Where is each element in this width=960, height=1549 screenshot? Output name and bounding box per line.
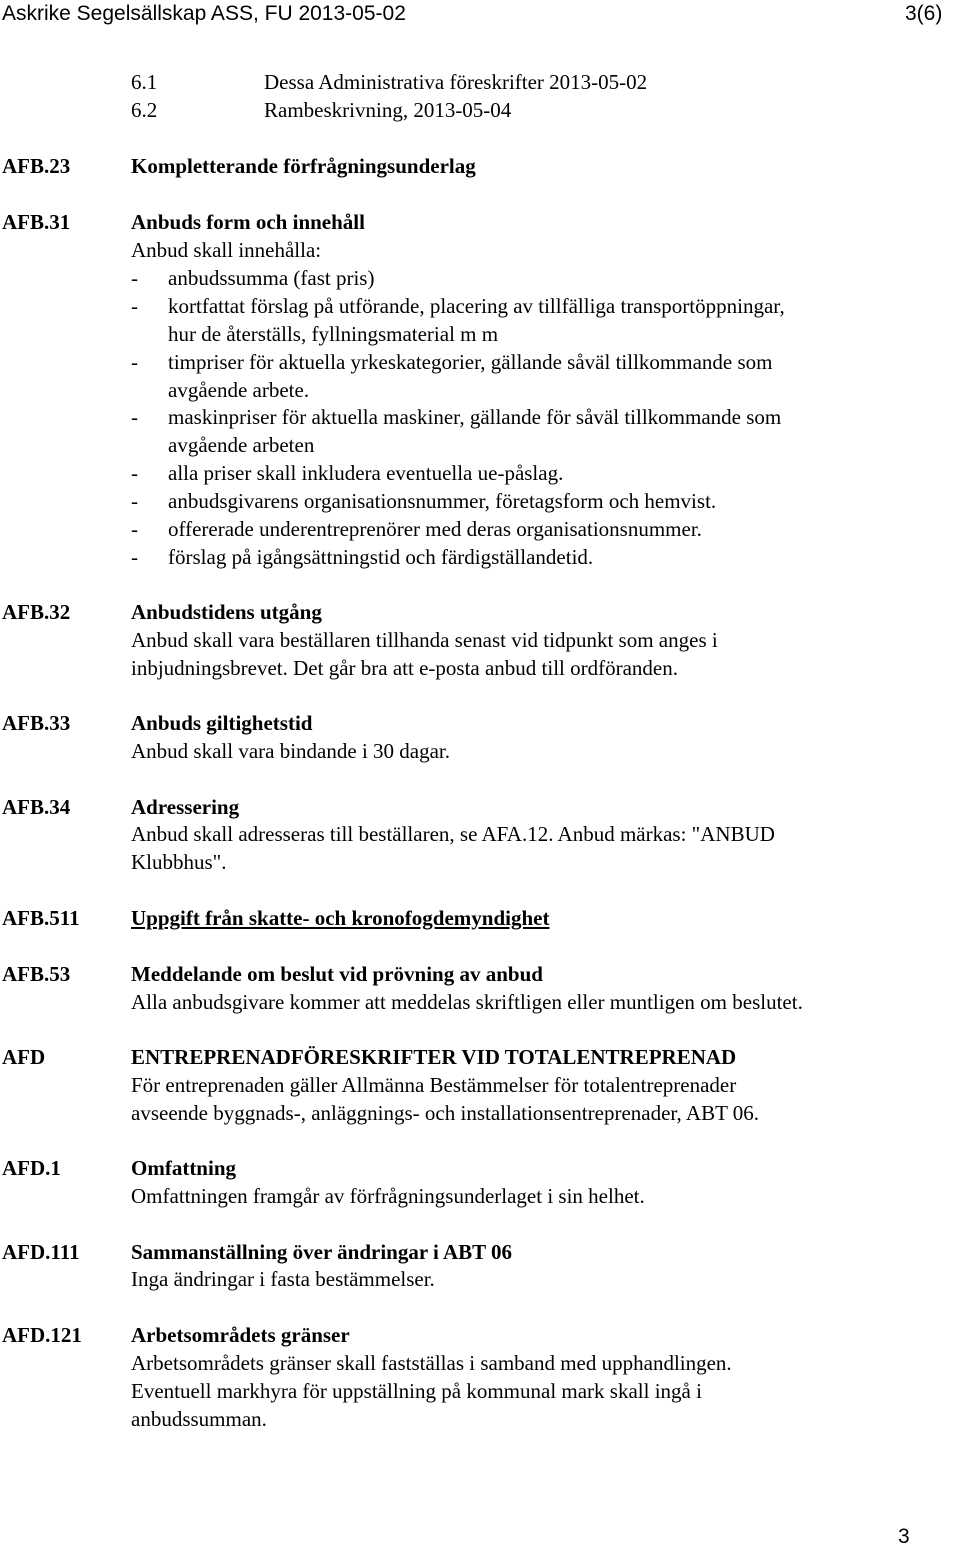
paragraph-line: Arbetsområdets gränser skall fastställas i samband med upphandlingen.	[131, 1351, 732, 1375]
section-code: AFB.53	[2, 962, 71, 986]
list-item-text: offererade underentreprenörer med deras organisationsnummer.	[168, 517, 702, 541]
page-indicator: 3(6)	[905, 2, 943, 25]
list-dash: -	[131, 545, 138, 569]
section-code: AFD.1	[2, 1156, 61, 1180]
list-dash: -	[131, 350, 138, 374]
section-code: AFB.23	[2, 154, 71, 178]
paragraph-line: Alla anbudsgivare kommer att meddelas skriftligen eller muntligen om beslutet.	[131, 990, 803, 1014]
section-code: AFB.32	[2, 600, 71, 624]
list-item-text: anbudssumma (fast pris)	[168, 266, 375, 290]
paragraph-line: Klubbhus".	[131, 850, 227, 874]
list-dash: -	[131, 294, 138, 318]
section-code: AFD.121	[2, 1323, 82, 1347]
section-title: Meddelande om beslut vid prövning av anbud	[131, 962, 543, 986]
paragraph-line: Anbud skall vara beställaren tillhanda senast vid tidpunkt som anges i	[131, 628, 718, 652]
section-title: Anbuds form och innehåll	[131, 210, 365, 234]
paragraph-line: För entreprenaden gäller Allmänna Bestämmelser för totalentreprenader	[131, 1073, 737, 1097]
intro-item-text: Rambeskrivning, 2013-05-04	[264, 98, 512, 122]
paragraph-line: Omfattningen framgår av förfrågningsunderlaget i sin helhet.	[131, 1184, 645, 1208]
section-code: AFB.33	[2, 711, 71, 735]
list-dash: -	[131, 405, 138, 429]
paragraph-line: Anbud skall adresseras till beställaren, se AFA.12. Anbud märkas: "ANBUD	[131, 822, 775, 846]
intro-item-text: Dessa Administrativa föreskrifter 2013-05-02	[264, 70, 648, 94]
footer-page-number: 3	[898, 1525, 910, 1548]
list-item-text: avgående arbete.	[168, 378, 310, 402]
section-title: Omfattning	[131, 1156, 236, 1180]
section-code: AFD	[2, 1045, 46, 1069]
section-code: AFB.34	[2, 795, 71, 819]
intro-item-num: 6.2	[131, 98, 158, 122]
list-item-text: anbudsgivarens organisationsnummer, företagsform och hemvist.	[168, 489, 717, 513]
document-header-title: Askrike Segelsällskap ASS, FU 2013-05-02	[2, 2, 406, 25]
intro-item-num: 6.1	[131, 70, 158, 94]
list-dash: -	[131, 517, 138, 541]
paragraph-line: anbudssumman.	[131, 1407, 267, 1431]
paragraph-line: avseende byggnads-, anläggnings- och installationsentreprenader, ABT 06.	[131, 1101, 760, 1125]
list-item-text: kortfattat förslag på utförande, placering av tillfälliga transportöppningar,	[168, 294, 785, 318]
paragraph-line: Inga ändringar i fasta bestämmelser.	[131, 1267, 435, 1291]
list-item-text: maskinpriser för aktuella maskiner, gällande för såväl tillkommande som	[168, 405, 782, 429]
paragraph-line: Anbud skall vara bindande i 30 dagar.	[131, 739, 450, 763]
section-code: AFB.31	[2, 210, 71, 234]
section-title: Sammanställning över ändringar i ABT 06	[131, 1240, 512, 1264]
section-title: Anbuds giltighetstid	[131, 711, 313, 735]
section-title: ENTREPRENADFÖRESKRIFTER VID TOTALENTREPRENAD	[131, 1045, 737, 1069]
list-item-text: hur de återställs, fyllningsmaterial m m	[168, 322, 499, 346]
list-item-text: alla priser skall inkludera eventuella ue-påslag.	[168, 461, 564, 485]
section-title: Uppgift från skatte- och kronofogdemyndighet	[131, 906, 550, 930]
list-item-text: förslag på igångsättningstid och färdigställandetid.	[168, 545, 594, 569]
section-code: AFB.511	[2, 906, 80, 930]
paragraph-line: Eventuell markhyra för uppställning på kommunal mark skall ingå i	[131, 1379, 702, 1403]
section-title: Kompletterande förfrågningsunderlag	[131, 154, 476, 178]
section-lead: Anbud skall innehålla:	[131, 238, 322, 262]
list-dash: -	[131, 266, 138, 290]
list-dash: -	[131, 489, 138, 513]
list-item-text: timpriser för aktuella yrkeskategorier, gällande såväl tillkommande som	[168, 350, 773, 374]
section-code: AFD.111	[2, 1240, 80, 1264]
paragraph-line: inbjudningsbrevet. Det går bra att e-posta anbud till ordföranden.	[131, 656, 679, 680]
section-title: Arbetsområdets gränser	[131, 1323, 350, 1347]
list-item-text: avgående arbeten	[168, 433, 315, 457]
section-title: Adressering	[131, 795, 240, 819]
section-title: Anbudstidens utgång	[131, 600, 322, 624]
list-dash: -	[131, 461, 138, 485]
